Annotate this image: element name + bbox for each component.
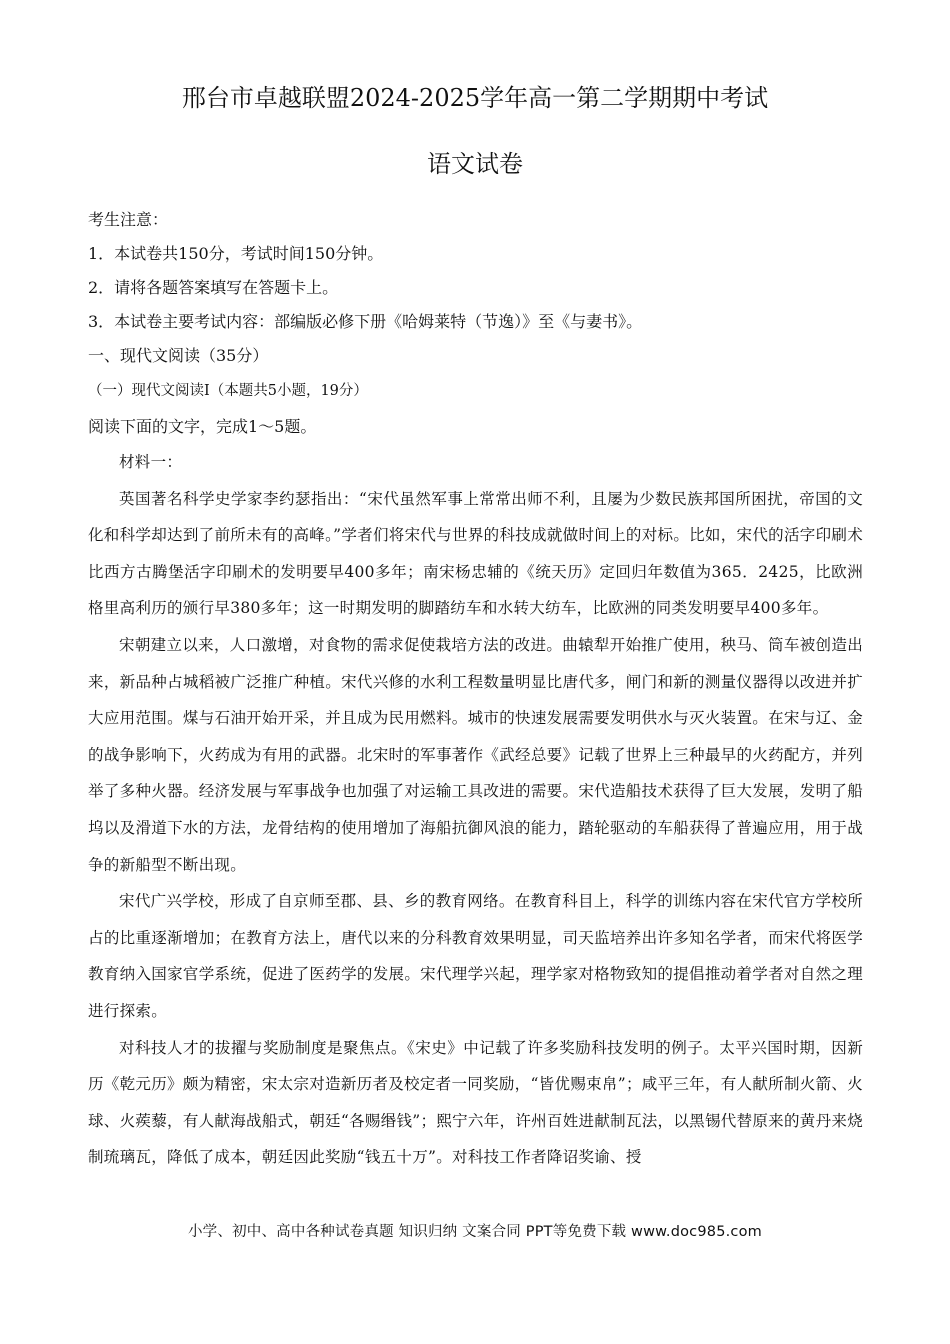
section-heading: 一、现代文阅读（35分）	[88, 346, 269, 365]
notice-item: 3．本试卷主要考试内容：部编版必修下册《哈姆莱特（节逸）》至《与妻书》。	[88, 312, 643, 331]
body-paragraph: 宋朝建立以来，人口激增，对食物的需求促使栽培方法的改进。曲辕犁开始推广使用，秧马、筒车被创造出来，新品种占城稻被广泛推广种植。宋代兴修的水利工程数量明显比唐代多，闸门和新的测量仪器得以改进并扩大应用范围。煤与石油开始开采，并且成为民用燃料。城市的快速发展需要发明供水与灭火装置。在宋与辽、金的战争影响下，火药成为有用的武器。北宋时的军事著作《武经总要》记载了世界上三种最早的火药配方，并列举了多种火器。经济发展与军事战争也加强了对运输工具改进的需要。宋代造船技术获得了巨大发展，发明了船坞以及滑道下水的方法，龙骨结构的使用增加了海船抗御风浪的能力，踏轮驱动的车船获得了普遍应用，用于战争的新船型不断出现。	[88, 635, 863, 874]
footer-banner: 小学、初中、高中各种试卷真题 知识归纳 文案合同 PPT等免费下载 www.doc985.com	[187, 1224, 763, 1240]
exam-subtitle: 语文试卷	[427, 150, 523, 178]
exam-content	[88, 203, 863, 1176]
body-paragraph: 英国著名科学史学家李约瑟指出：“宋代虽然军事上常常出师不利，且屡为少数民族邦国所困扰，帝国的文化和科学却达到了前所未有的高峰。”学者们将宋代与世界的科技成就做时间上的对标。比如，宋代的活字印刷术比西方古腾堡活字印刷术的发明要早400多年；南宋杨忠辅的《统天历》定回归年数值为365．2425，比欧洲格里高利历的颁行早380多年；这一时期发明的脚踏纺车和水转大纺车，比欧洲的同类发明要早400多年。	[88, 489, 863, 618]
exam-title: 邢台市卓越联盟2024-2025学年高一第二学期期中考试	[181, 84, 769, 112]
notice-item: 2．请将各题答案填写在答题卡上。	[88, 278, 339, 297]
reading-instruction: 阅读下面的文字，完成1～5题。	[88, 417, 317, 436]
material-label: 材料一：	[119, 453, 183, 471]
subsection-heading: （一）现代文阅读I（本题共5小题，19分）	[88, 383, 368, 399]
notice-heading: 考生注意：	[88, 210, 169, 229]
body-paragraph: 对科技人才的拔擢与奖励制度是聚焦点。《宋史》中记载了许多奖励科技发明的例子。太平兴国时期，因新历《乾元历》颇为精密，宋太宗对造新历者及校定者一同奖励，“皆优赐束帛”；咸平三年，有人献所制火箭、火球、火蒺藜，有人献海战船式，朝廷“各赐缗钱”；熙宁六年，许州百姓进献制瓦法，以黑锡代替原来的黄丹来烧制琉璃瓦，降低了成本，朝廷因此奖励“钱五十万”。对科技工作者降诏奖谕、授	[88, 1038, 863, 1167]
body-paragraph: 宋代广兴学校，形成了自京师至郡、县、乡的教育网络。在教育科目上，科学的训练内容在宋代官方学校所占的比重逐渐增加；在教育方法上，唐代以来的分科教育效果明显，司天监培养出许多知名学者，而宋代将医学教育纳入国家官学系统，促进了医药学的发展。宋代理学兴起，理学家对格物致知的提倡推动着学者对自然之理进行探索。	[88, 892, 863, 1020]
notice-item: 1．本试卷共150分，考试时间150分钟。	[88, 244, 384, 263]
